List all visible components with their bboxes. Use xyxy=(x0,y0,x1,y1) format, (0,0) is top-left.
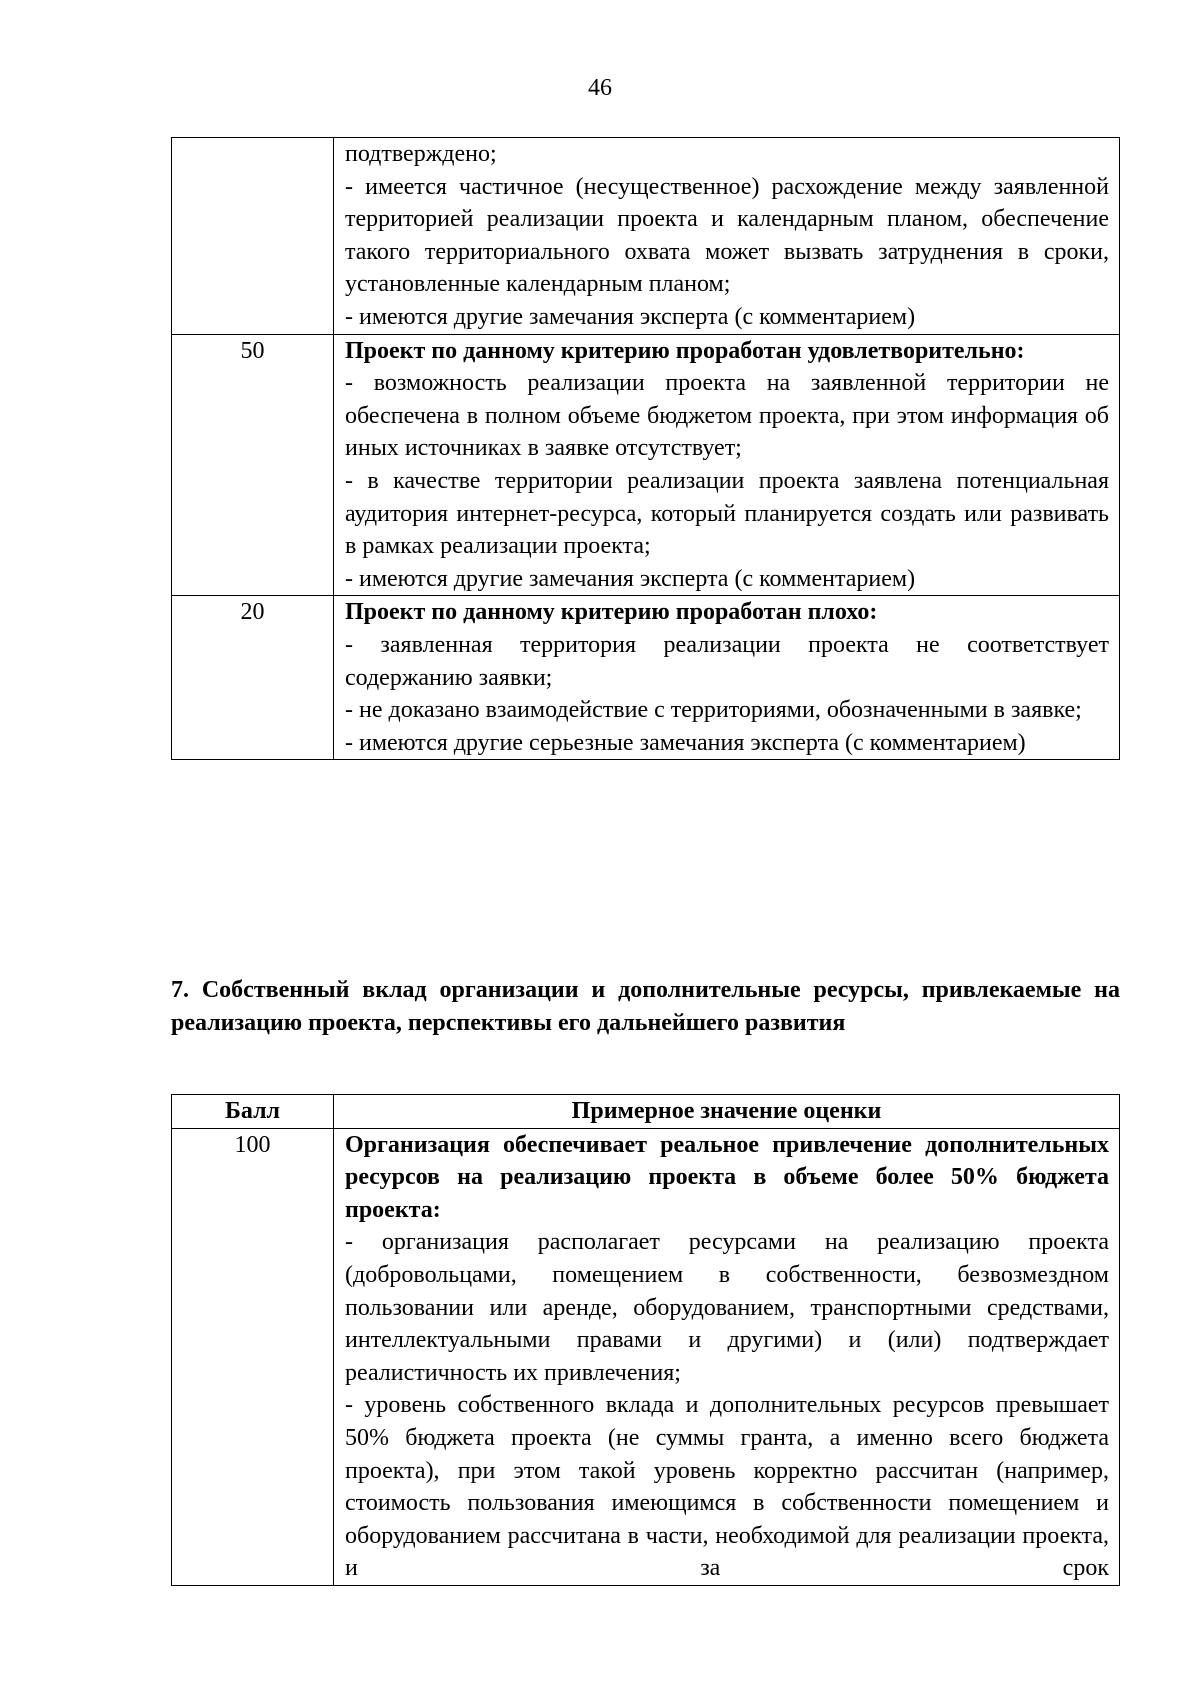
list-item: - организация располагает ресурсами на реализацию проекта (добровольцами, помещением в собственности, безвозмездном пользовании или аренде, оборудованием, транспортными средствами, интеллектуальными правами и другими) и (или) подтверждает реалистичность их привлечения; xyxy=(345,1229,1109,1386)
list-item: - имеются другие замечания эксперта (с комментарием) xyxy=(345,565,916,592)
list-item: - в качестве территории реализации проекта заявлена потенциальная аудитория интернет-ресурса, который планируется создать или развивать в рамках реализации проекта; xyxy=(345,467,1109,560)
score-cell xyxy=(172,138,334,335)
score-cell: 100 xyxy=(172,1128,334,1585)
row-heading: Проект по данному критерию проработан плохо: xyxy=(345,599,878,626)
list-item: - не доказано взаимодействие с территориями, обозначенными в заявке; xyxy=(345,697,1082,724)
table-header-row xyxy=(172,1095,1120,1129)
column-header-score: Балл xyxy=(172,1095,334,1129)
list-item: подтверждено; xyxy=(345,141,497,167)
description-cell xyxy=(334,1128,1120,1585)
section-heading: 7. Собственный вклад организации и дополнительные ресурсы, привлекаемые на реализацию проекта, перспективы его дальнейшего развития xyxy=(171,977,1120,1036)
table-row xyxy=(172,1128,1120,1585)
criteria-table-7 xyxy=(171,1094,1120,1586)
score-cell: 50 xyxy=(172,334,334,596)
table-row xyxy=(172,596,1120,760)
table-row xyxy=(172,138,1120,335)
list-item: - имеются другие серьезные замечания эксперта (с комментарием) xyxy=(345,729,1026,756)
criteria-table-6 xyxy=(171,137,1120,760)
score-cell: 20 xyxy=(172,596,334,760)
table-row xyxy=(172,334,1120,596)
list-item: - имеется частичное (несущественное) расхождение между заявленной территорией реализации проекта и календарным планом, обеспечение такого территориального охвата может вызвать затруднения в сроки, установленные календарным планом; xyxy=(345,173,1109,298)
list-item: - возможность реализации проекта на заявленной территории не обеспечена в полном объеме бюджетом проекта, при этом информация об иных источниках в заявке отсутствует; xyxy=(345,370,1109,462)
description-cell xyxy=(334,138,1120,335)
list-item: - имеются другие замечания эксперта (с комментарием) xyxy=(345,303,916,330)
row-heading: Проект по данному критерию проработан удовлетворительно: xyxy=(345,337,1025,364)
row-heading: Организация обеспечивает реальное привлечение дополнительных ресурсов на реализацию проекта в объеме более 50% бюджета проекта: xyxy=(345,1131,1109,1223)
list-item: - заявленная территория реализации проекта не соответствует содержанию заявки; xyxy=(345,631,1109,691)
description-cell xyxy=(334,596,1120,760)
column-header-value: Примерное значение оценки xyxy=(334,1095,1120,1129)
description-cell xyxy=(334,334,1120,596)
page-number: 46 xyxy=(588,75,612,101)
list-item: - уровень собственного вклада и дополнительных ресурсов превышает 50% бюджета проекта (не суммы гранта, а именно всего бюджета проекта), при этом такой уровень корректно рассчитан (например, стоимость пользования имеющимся в собственности помещением и оборудованием рассчитана в части, необходимой для реализации проекта, и за срок xyxy=(345,1392,1109,1582)
